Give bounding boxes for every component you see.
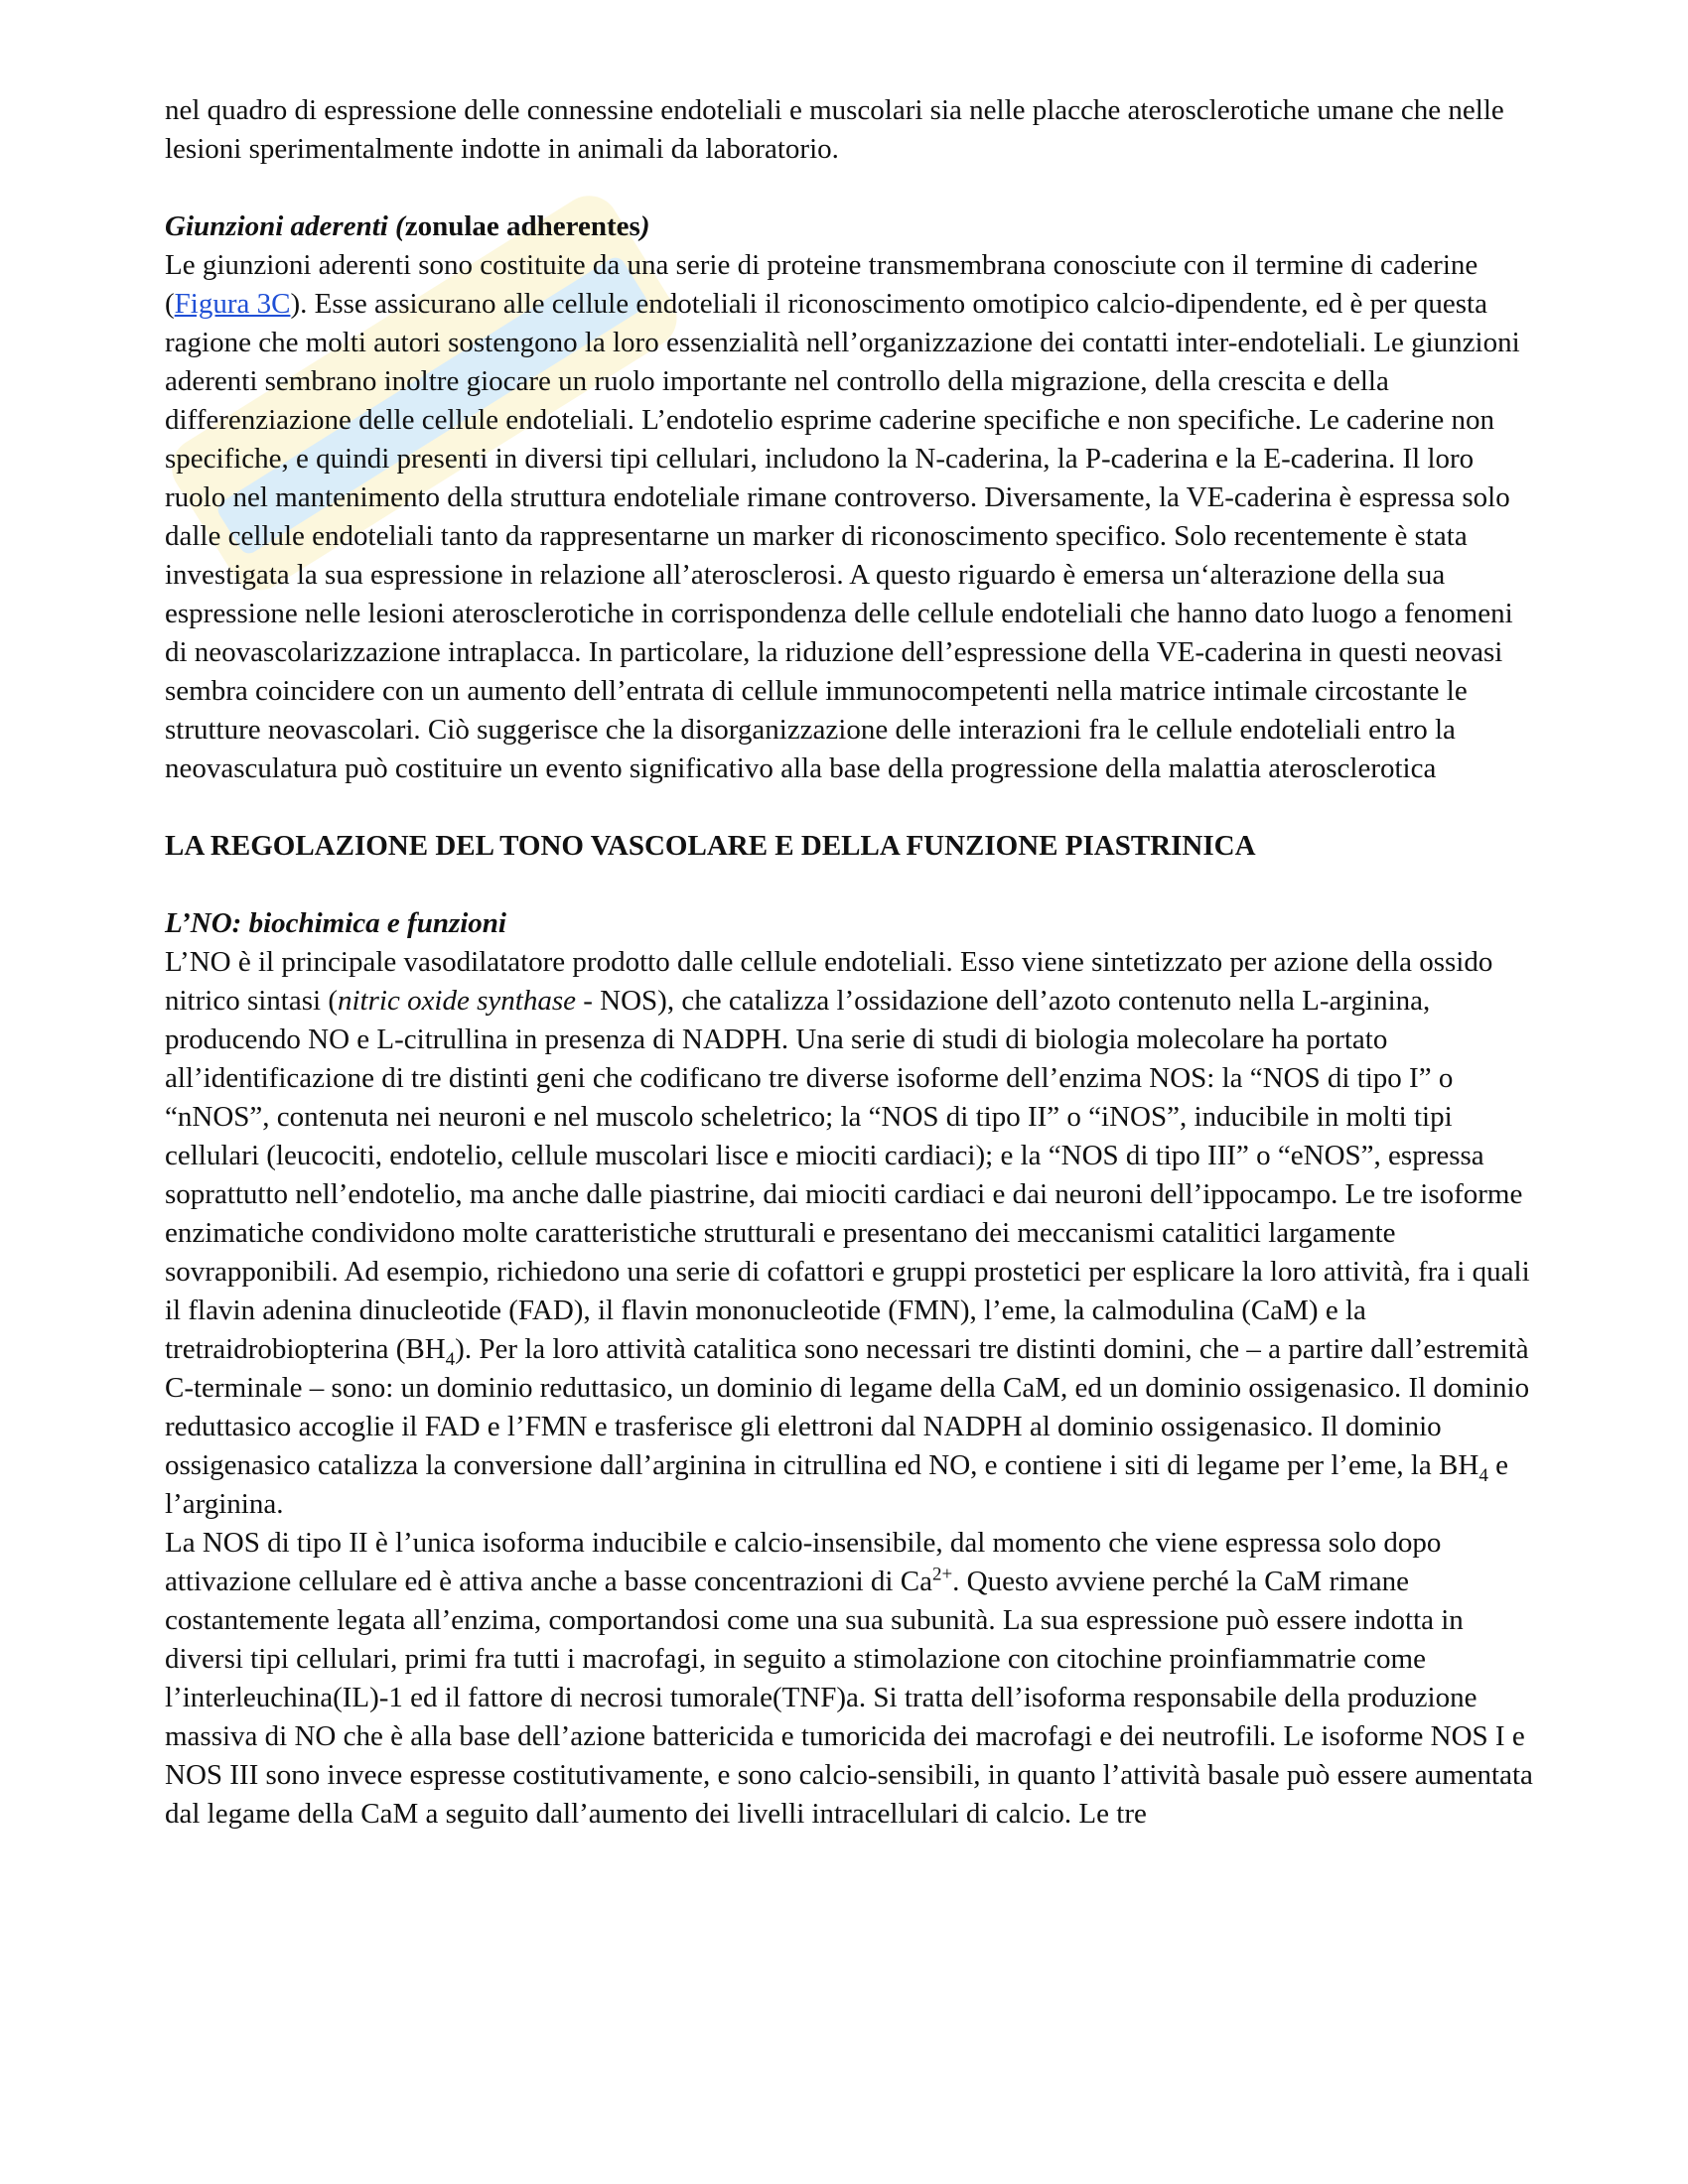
heading-no-biochimica: L’NO: biochimica e funzioni <box>165 907 506 939</box>
paragraph-connessine: nel quadro di espressione delle connessine endoteliali e muscolari sia nelle placche aterosclerotiche umane che nelle lesioni sperimentalmente indotte in animali da laboratorio. <box>165 94 1504 165</box>
paragraph-caderine: Le giunzioni aderenti sono costituite da una serie di proteine transmembrana conosciute con il termine di caderine (Figura 3C). Esse assicurano alle cellule endoteliali il riconoscimento omotipico calcio-dipendente, ed è per questa ragione che molti autori sostengono la loro essenzialità nell’organizzazione dei contatti inter-endoteliali. Le giunzioni aderenti sembrano inoltre giocare un ruolo importante nel controllo della migrazione, della crescita e della differenziazione delle cellule endoteliali. L’endotelio esprime caderine specifiche e non specifiche. Le caderine non specifiche, e quindi presenti in diversi tipi cellulari, includono la N-caderina, la P-caderina e la E-caderina. Il loro ruolo nel mantenimento della struttura endoteliale rimane controverso. Diversamente, la VE-caderina è espressa solo dalle cellule endoteliali tanto da rappresentarne un marker di riconoscimento specifico. Solo recentemente è stata investigata la sua espressione in relazione all’aterosclerosi. A questo riguardo è emersa un‘alterazione della sua espressione nelle lesioni aterosclerotiche in corrispondenza delle cellule endoteliali che hanno dato luogo a fenomeni di neovascolarizzazione intraplacca. In particolare, la riduzione dell’espressione della VE-caderina in questi neovasi sembra coincidere con un aumento dell’entrata di cellule immunocompetenti nella matrice intimale circostante le strutture neovascolari. Ciò suggerisce che la disorganizzazione delle interazioni fra le cellule endoteliali entro la neovasculatura può costituire un evento significativo alla base della progressione della malattia aterosclerotica <box>165 249 1520 784</box>
figura-3c-link[interactable]: Figura 3C <box>174 288 291 320</box>
heading-giunzioni-aderenti: Giunzioni aderenti (zonulae adherentes) <box>165 210 650 242</box>
paragraph-nos: L’NO è il principale vasodilatatore prodotto dalle cellule endoteliali. Esso viene sintetizzato per azione della ossido nitrico sintasi (nitric oxide synthase - NOS), che catalizza l’ossidazione dell’azoto contenuto nella L-arginina, producendo NO e L-citrullina in presenza di NADPH. Una serie di studi di biologia molecolare ha portato all’identificazione di tre distinti geni che codificano tre diverse isoforme dell’enzima NOS: la “NOS di tipo I” o “nNOS”, contenuta nei neuroni e nel muscolo scheletrico; la “NOS di tipo II” o “iNOS”, inducibile in molti tipi cellulari (leucociti, endotelio, cellule muscolari lisce e miociti cardiaci); e la “NOS di tipo III” o “eNOS”, espressa soprattutto nell’endotelio, ma anche dalle piastrine, dai miociti cardiaci e dai neuroni dell’ippocampo. Le tre isoforme enzimatiche condividono molte caratteristiche strutturali e presentano dei meccanismi catalitici largamente sovrapponibili. Ad esempio, richiedono una serie di cofattori e gruppi prostetici per esplicare la loro attività, fra i quali il flavin adenina dinucleotide (FAD), il flavin mononucleotide (FMN), l’eme, la calmodulina (CaM) e la tretraidrobiopterina $(BH_4)$. Per la loro attività catalitica sono necessari tre distinti domini, che – a partire dall’estremità C-terminale – sono: un dominio reduttasico, un dominio di legame della CaM, ed un dominio ossigenasico. Il dominio reduttasico accoglie il FAD e l’FMN e trasferisce gli elettroni dal NADPH al dominio ossigenasico. Il dominio ossigenasico catalizza la conversione dall’arginina in citrullina ed NO, e contiene i siti di legame per l’eme, la $BH_4$ e l’arginina. <box>165 946 1530 1520</box>
document-page <box>165 91 1540 1834</box>
paragraph-nos-tipo-ii: La NOS di tipo II è l’unica isoforma inducibile e calcio-insensibile, dal momento che viene espressa solo dopo attivazione cellulare ed è attiva anche a basse concentrazioni di $Ca^{2+}$. Questo avviene perché la CaM rimane costantemente legata all’enzima, comportandosi come una sua subunità. La sua espressione può essere indotta in diversi tipi cellulari, primi fra tutti i macrofagi, in seguito a stimolazione con citochine proinfiammatrie come l’interleuchina(IL)-1 ed il fattore di necrosi tumorale(TNF)a. Si tratta dell’isoforma responsabile della produzione massiva di NO che è alla base dell’azione battericida e tumoricida dei macrofagi e dei neutrofili. Le isoforme NOS I e NOS III sono invece espresse costitutivamente, e sono calcio-sensibili, in quanto l’attività basale può essere aumentata dal legame della CaM a seguito dall’aumento dei livelli intracellulari di calcio. Le tre <box>165 1527 1533 1830</box>
section-title: LA REGOLAZIONE DEL TONO VASCOLARE E DELLA FUNZIONE PIASTRINICA <box>165 830 1256 862</box>
